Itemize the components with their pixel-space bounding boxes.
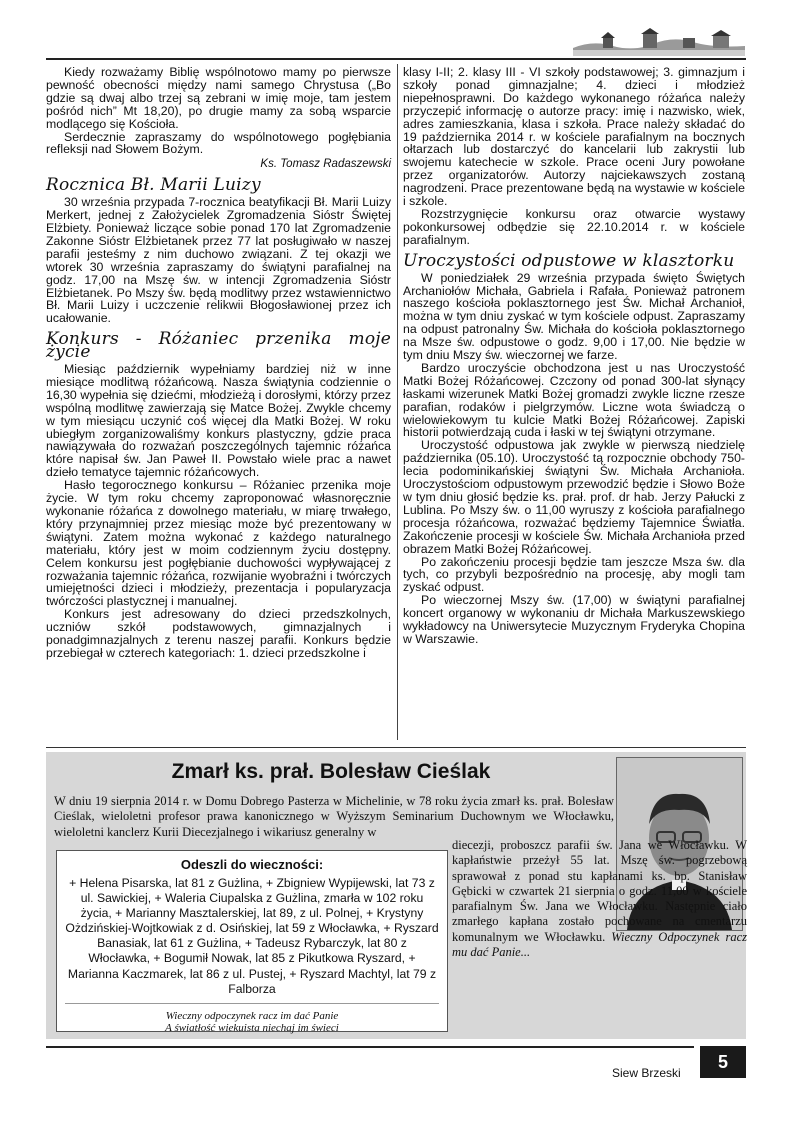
obituary-box — [46, 752, 746, 1039]
condolences-title: Odeszli do wieczności: — [180, 857, 324, 872]
intro-paragraph: Kiedy rozważamy Biblię wspólnotowo mamy po pierwsze pewność obecności między nami samego Chrystusa („Bo gdzie są dwaj albo trzej są zebrani w imię moje, tam jestem pośród nich” Mt 18,20), po drugie mamy za sobą wsparcie modlącego się Kościoła. — [46, 65, 391, 131]
town-skyline-illustration — [573, 26, 745, 56]
left-column — [46, 66, 391, 660]
obituary-prayer: Wieczny Odpoczynek racz mu dać Panie... — [452, 929, 747, 960]
publication-name: Siew Brzeski — [612, 1066, 681, 1080]
article-paragraph: Hasło tegorocznego konkursu – Różaniec przenika moje życie. W tym roku chcemy zaproponować własnoręcznie wykonanie różańca z dowolnego materiału, w miarę trwałego, który przynajmniej przez miesiąc może być prezentowany w świątyni. Zatem można wykonać z każdego naturalnego materiału, który jest w moim codziennym życiu dostępny. Celem konkursu jest pogłębianie duchowości wypływającej z rozważania tajemnic różańca, rozwijanie wyobraźni i twórczych umiejętności dzieci i młodzieży, prezentacja i popularyzacja twórczości plastycznej i manualnej. — [46, 478, 391, 609]
article-paragraph: Po zakończeniu procesji będzie tam jeszcze Msza św. dla tych, co przybyli bezpośrednio na procesję, aby mogli tam zyskać odpust. — [403, 554, 745, 595]
article-paragraph: Miesiąc październik wypełniamy bardziej niż w inne miesiące modlitwą różańcową. Nasza świątynia codziennie o 16,30 wypełnia się dziećmi, młodzieżą i dorosłymi, którzy przez wspólną modlitwę zawierzają się Matce Bożej. Zwykle chcemy w tym miesiącu uczynić coś więcej dla Matki Bożej. W roku ubiegłym zorganizowaliśmy konkurs plastyczny, gdzie praca nawiązywała do rozważań poszczególnych tajemnic różańca które napisał św. Jan Paweł II. Powstało wiele prac a nawet dzieło tematyce tajemnic różańcowych. — [46, 362, 391, 480]
page-number: 5 — [700, 1046, 746, 1078]
condolences-list: + Helena Pisarska, lat 81 z Gużlina, + Zbigniew Wypijewski, lat 73 z ul. Sawickiej, + Waleria Ciupalska z Gużlina, zmarła w 102 roku życia, + Marianny Masztalerskiej, lat 89, z ul. Polnej, + Krystyny Ożdzińskiej-Wojtkowiak z d. Osińskiej, lat 59 z Włocławka, + Ryszard Banasiak, lat 61 z Gużlina, + Tadeusz Rybarczyk, lat 80 z Włocławka, + Bogumił Nowak, lat 85 z Pikutkowa Ryszard, + Marianna Kaczmarek, lat 86 z ul. Pustej, + Ryszard Machtyl, lat 79 z Falborza — [65, 876, 439, 996]
condolences-box — [56, 850, 448, 1035]
obituary-side-paragraph: diecezji, proboszcz parafii św. Jana we Włocławku. W kapłaństwie przeżył 55 lat. Mszę św. pogrzebową sprawował z ponad stu kapłanami ks. bp. Stanisław Gębicki w czwartek 21 sierpnia o godz. 11,00 w kościele parafialnym Św. Jana we Włocławku. Następnie ciało zmarłego kapłana zostało pochowane na cmentarzu komunalnym we Włocławku. — [452, 838, 747, 944]
right-column — [403, 66, 745, 646]
section-rule — [46, 747, 746, 748]
article-paragraph: W poniedziałek 29 września przypada święto Świętych Archaniołów Michała, Gabriela i Rafała. Ponieważ patronem naszego kościoła poklasztornego jest Św. Michał Archanioł, można w tym dniu zyskać w tym kościele odpust. Zapraszamy na odpust patronalny Św. Michała do kościoła poklasztornego na Msze św. odpustowe o godz. 9,00 i 17,00. Nie będzie w tym dniu Mszy św. wieczornej we farze. — [403, 270, 745, 363]
intro-paragraph: Serdecznie zapraszamy do wspólnotowego pogłębiania refleksji nad Słowem Bożym. — [46, 129, 391, 157]
article-paragraph: klasy I-II; 2. klasy III - VI szkoły podstawowej; 3. gimnazjum i szkoły ponad gimnazjalne; 4. dzieci i młodzież niepełnosprawni. Do każdego wykonanego różańca należy przyczepić informację o autorze pracy: imię i nazwisko, wiek, adres zamieszkania, klasa i szkoła. Prace należy składać do 19 października 2014 r. w kościele parafialnym na bocznych ołtarzach lub dostarczyć do kancelarii lub zakrystii lub swojemu katechecie w szkole. Prace oceni Jury powołane przez organizatorów. Autorzy najciekawszych zostaną nagrodzeni. Prace prezentowane będą na wystawie w kościele i szkole. — [403, 65, 745, 209]
article-paragraph: Uroczystość odpustowa jak zwykle w pierwszą niedzielę października (05.10). Uroczystość tą rozpocznie obchody 750-lecia podominikańskiej świątyni Św. Michała Archanioła. Uroczystościom odpustowym przewodzić będzie i Słowo Boże w tym dniu głosić będzie ks. prał. prof. dr hab. Jerzy Pałucki z Lublina. Po Mszy św. o 11,00 wyruszy z kościoła parafialnego procesja różańcowa, rozważać będziemy Tajemnice Światła. Zakończenie procesji w kościele Św. Michała Archanioła przed obrazem Matki Bożej Różańcowej. — [403, 438, 745, 556]
article-paragraph: Konkurs jest adresowany do dzieci przedszkolnych, uczniów szkół podstawowych, gimnazjalnych i ponadgimnazjalnych z terenu naszej parafii. Konkurs będzie przebiegał w czterech kategoriach: 1. dzieci przedszkolne i — [46, 607, 391, 660]
top-rule — [46, 58, 746, 60]
condolences-prayer — [65, 1003, 439, 1035]
obituary-title: Zmarł ks. prał. Bolesław Cieślak — [171, 760, 491, 783]
article-paragraph: Bardzo uroczyście obchodzona jest u nas Uroczystość Matki Bożej Różańcowej. Czczony od ponad 300-lat słynący łaskami wizerunek Matki Bożej gromadzi zwykle liczne rzesze parafian, rodaków i pielgrzymów. Liczne wota świadczą o wielowiekowym tu kulcie Matki Bożej Różańcowej. Zapiski historii potwierdzają cuda i łaski w tej świątyni otrzymane. — [403, 360, 745, 440]
article-paragraph: 30 września przypada 7-rocznica beatyfikacji Bł. Marii Luizy Merkert, jednej z Założycielek Zgromadzenia Sióstr Świętej Elżbiety. Ponieważ liczące sobie ponad 170 lat Zgromadzenie Zakonne Sióstr Elżbietanek przez 77 lat posługiwało w naszej parafii jesteśmy z nim duchowo związani. Z tej okazji we wtorek 30 września zapraszamy do świątyni parafialnej na godz. 17,00 na Mszę św. w intencji Zgromadzenia Sióstr Elżbietanek. Po Mszy św. będą modlitwy przez wstawiennictwo Bł. Marii Luizy i uczczenie relikwii Błogosławionej przez ich ucałowanie. — [46, 195, 391, 326]
bottom-rule — [46, 1046, 694, 1048]
section-heading: Rocznica Bł. Marii Luizy — [46, 175, 261, 196]
section-heading: Konkurs - Różaniec przenika moje życie — [46, 329, 391, 363]
prayer-line: A światłość wiekuista niechaj im świeci — [165, 1022, 339, 1035]
article-paragraph: Rozstrzygnięcie konkursu oraz otwarcie wystawy pokonkursowej odbędzie się 22.10.2014 r. w kościele parafialnym. — [403, 206, 745, 247]
author-signature: Ks. Tomasz Radaszewski — [260, 158, 391, 171]
obituary-text: W dniu 19 sierpnia 2014 r. w Domu Dobrego Pasterza w Michelinie, w 78 roku życia zmarł ks. prał. Bolesław Cieślak, wieloletni profesor prawa kanonicznego w Wyższym Seminarium Duchownym we Włocławku, wieloletni kanclerz Kurii Diecezjalnego i wikariusz generalny w — [54, 794, 614, 839]
obituary-side-text — [452, 838, 747, 960]
section-heading: Uroczystości odpustowe w klasztorku — [403, 250, 735, 271]
column-divider — [397, 64, 398, 740]
article-paragraph: Po wieczornej Mszy św. (17,00) w świątyni parafialnej koncert organowy w wykonaniu dr Michała Markuszewskiego wykładowcy na Uniwersytecie Muzycznym Fryderyka Chopina w Warszawie. — [403, 593, 745, 646]
prayer-line: Wieczny odpoczynek racz im dać Panie — [165, 1009, 339, 1022]
